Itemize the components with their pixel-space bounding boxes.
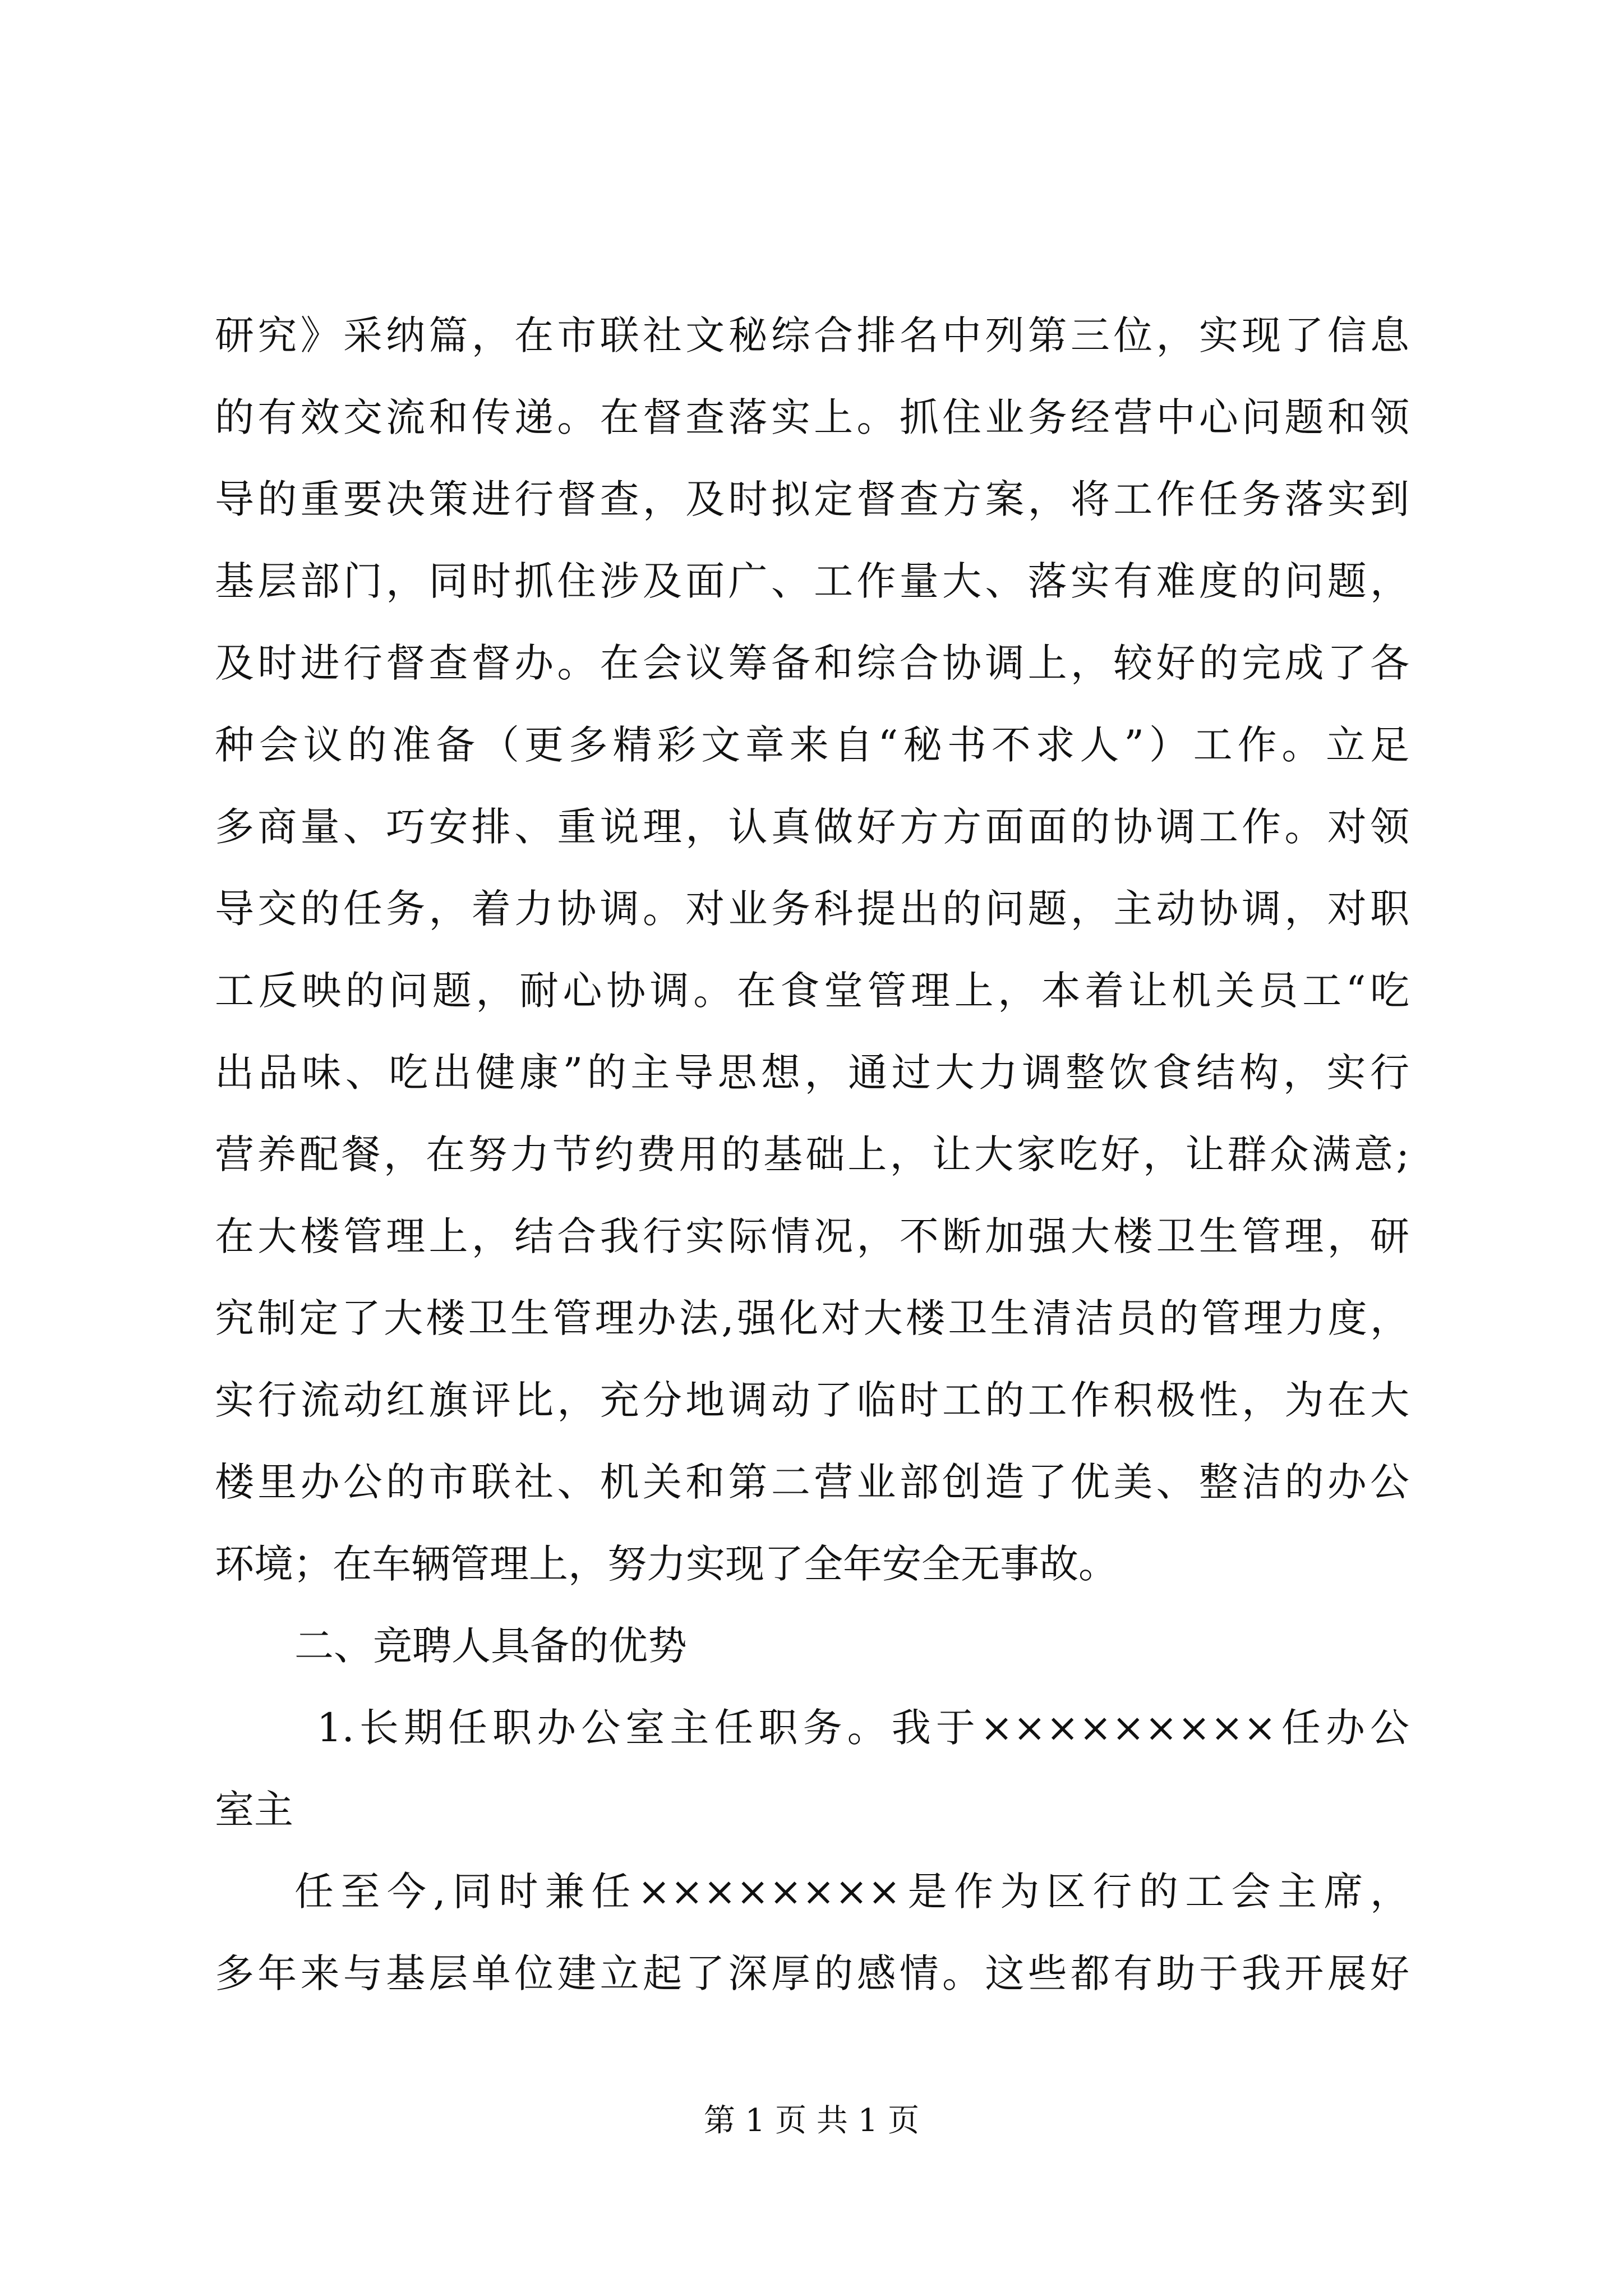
body-text-line: 导交的任务，着力协调。对业务科提出的问题，主动协调，对职 — [215, 886, 1409, 932]
body-text-line: 出品味、吃出健康”的主导思想，通过大力调整饮食结构，实行 — [215, 1050, 1409, 1096]
body-text-line: 多商量、巧安排、重说理，认真做好方方面面的协调工作。对领 — [215, 804, 1409, 850]
body-text-line: 研究》采纳篇，在市联社文秘综合排名中列第三位，实现了信息 — [215, 312, 1409, 358]
body-text-line: 导的重要决策进行督查，及时拟定督查方案，将工作任务落实到 — [215, 476, 1409, 522]
body-text-line: 在大楼管理上，结合我行实际情况，不断加强大楼卫生管理，研 — [215, 1213, 1409, 1259]
body-text-line: 1.长期任职办公室主任职务。我于×××××××××任办公 — [317, 1705, 1409, 1751]
body-text-line: 及时进行督查督办。在会议筹备和综合协调上，较好的完成了各 — [215, 640, 1409, 686]
body-text-line: 楼里办公的市联社、机关和第二营业部创造了优美、整洁的办公 — [215, 1459, 1409, 1505]
body-text-line: 种会议的准备（更多精彩文章来自“秘书不求人”）工作。立足 — [215, 722, 1409, 768]
body-text-line: 的有效交流和传递。在督查落实上。抓住业务经营中心问题和领 — [215, 394, 1409, 440]
body-text-line: 究制定了大楼卫生管理办法,强化对大楼卫生清洁员的管理力度， — [215, 1295, 1409, 1341]
section-heading: 二、竞聘人具备的优势 — [294, 1623, 687, 1669]
body-text-line: 营养配餐，在努力节约费用的基础上，让大家吃好，让群众满意; — [215, 1131, 1409, 1177]
body-text-line: 基层部门，同时抓住涉及面广、工作量大、落实有难度的问题， — [215, 558, 1409, 604]
body-text-line: 实行流动红旗评比，充分地调动了临时工的工作积极性，为在大 — [215, 1377, 1409, 1423]
body-text-line: 环境；在车辆管理上，努力实现了全年安全无事故。 — [215, 1541, 1118, 1587]
body-text-line: 任至今,同时兼任××××××××是作为区行的工会主席， — [294, 1869, 1409, 1915]
body-text-line: 工反映的问题，耐心协调。在食堂管理上，本着让机关员工“吃 — [215, 968, 1409, 1014]
body-text-line: 室主 — [215, 1787, 293, 1833]
page-footer: 第 1 页 共 1 页 — [703, 2102, 920, 2139]
body-text-line: 多年来与基层单位建立起了深厚的感情。这些都有助于我开展好 — [215, 1950, 1409, 1996]
